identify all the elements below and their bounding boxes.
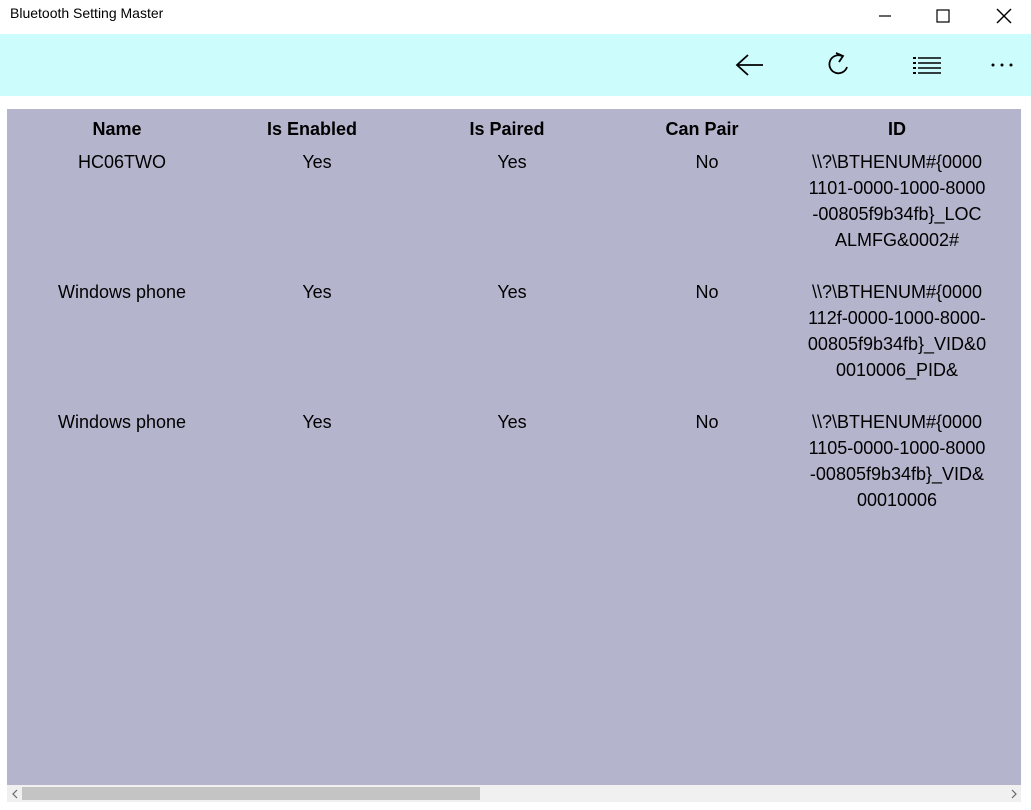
list-icon xyxy=(913,55,941,75)
device-name: HC06TWO xyxy=(77,152,166,172)
close-button[interactable] xyxy=(981,0,1027,32)
device-is-paired: Yes xyxy=(497,412,527,432)
window-title: Bluetooth Setting Master xyxy=(10,5,164,21)
refresh-icon xyxy=(826,51,852,79)
chevron-left-icon xyxy=(11,789,19,799)
list-button[interactable] xyxy=(899,34,955,96)
maximize-button[interactable] xyxy=(920,0,966,32)
device-id: \\?\BTHENUM#{00001101-0000-1000-8000-00805f9b34fb}_LOCALMFG&0002# xyxy=(808,152,986,250)
column-header-id[interactable]: ID xyxy=(888,119,906,139)
minimize-icon xyxy=(879,10,891,22)
device-table xyxy=(7,109,1021,785)
more-icon xyxy=(990,62,1014,68)
title-bar xyxy=(0,0,1031,32)
command-bar xyxy=(0,34,1031,96)
device-can-pair: No xyxy=(695,282,719,302)
device-can-pair: No xyxy=(695,412,719,432)
scroll-left-button[interactable] xyxy=(7,785,22,802)
chevron-right-icon xyxy=(1010,789,1018,799)
device-name: Windows phone xyxy=(57,282,187,302)
device-is-paired: Yes xyxy=(497,152,527,172)
column-header-can-pair[interactable]: Can Pair xyxy=(665,119,739,139)
back-arrow-icon xyxy=(735,53,765,77)
more-button[interactable] xyxy=(974,34,1030,96)
column-header-is-paired[interactable]: Is Paired xyxy=(469,119,545,139)
horizontal-scrollbar[interactable] xyxy=(7,785,1021,802)
scrollbar-thumb[interactable] xyxy=(22,787,480,800)
column-header-name[interactable]: Name xyxy=(92,119,142,139)
device-is-enabled: Yes xyxy=(302,282,332,302)
maximize-icon xyxy=(936,9,950,23)
back-button[interactable] xyxy=(722,34,778,96)
device-is-enabled: Yes xyxy=(302,152,332,172)
scroll-right-button[interactable] xyxy=(1006,785,1021,802)
refresh-button[interactable] xyxy=(811,34,867,96)
device-is-paired: Yes xyxy=(497,282,527,302)
device-id: \\?\BTHENUM#{0000112f-0000-1000-8000-00805f9b34fb}_VID&00010006_PID& xyxy=(807,282,987,380)
column-header-is-enabled[interactable]: Is Enabled xyxy=(266,119,358,139)
device-id: \\?\BTHENUM#{00001105-0000-1000-8000-00805f9b34fb}_VID&00010006 xyxy=(808,412,986,510)
minimize-button[interactable] xyxy=(862,0,908,32)
close-icon xyxy=(996,8,1012,24)
device-is-enabled: Yes xyxy=(302,412,332,432)
device-can-pair: No xyxy=(695,152,719,172)
device-name: Windows phone xyxy=(57,412,187,432)
